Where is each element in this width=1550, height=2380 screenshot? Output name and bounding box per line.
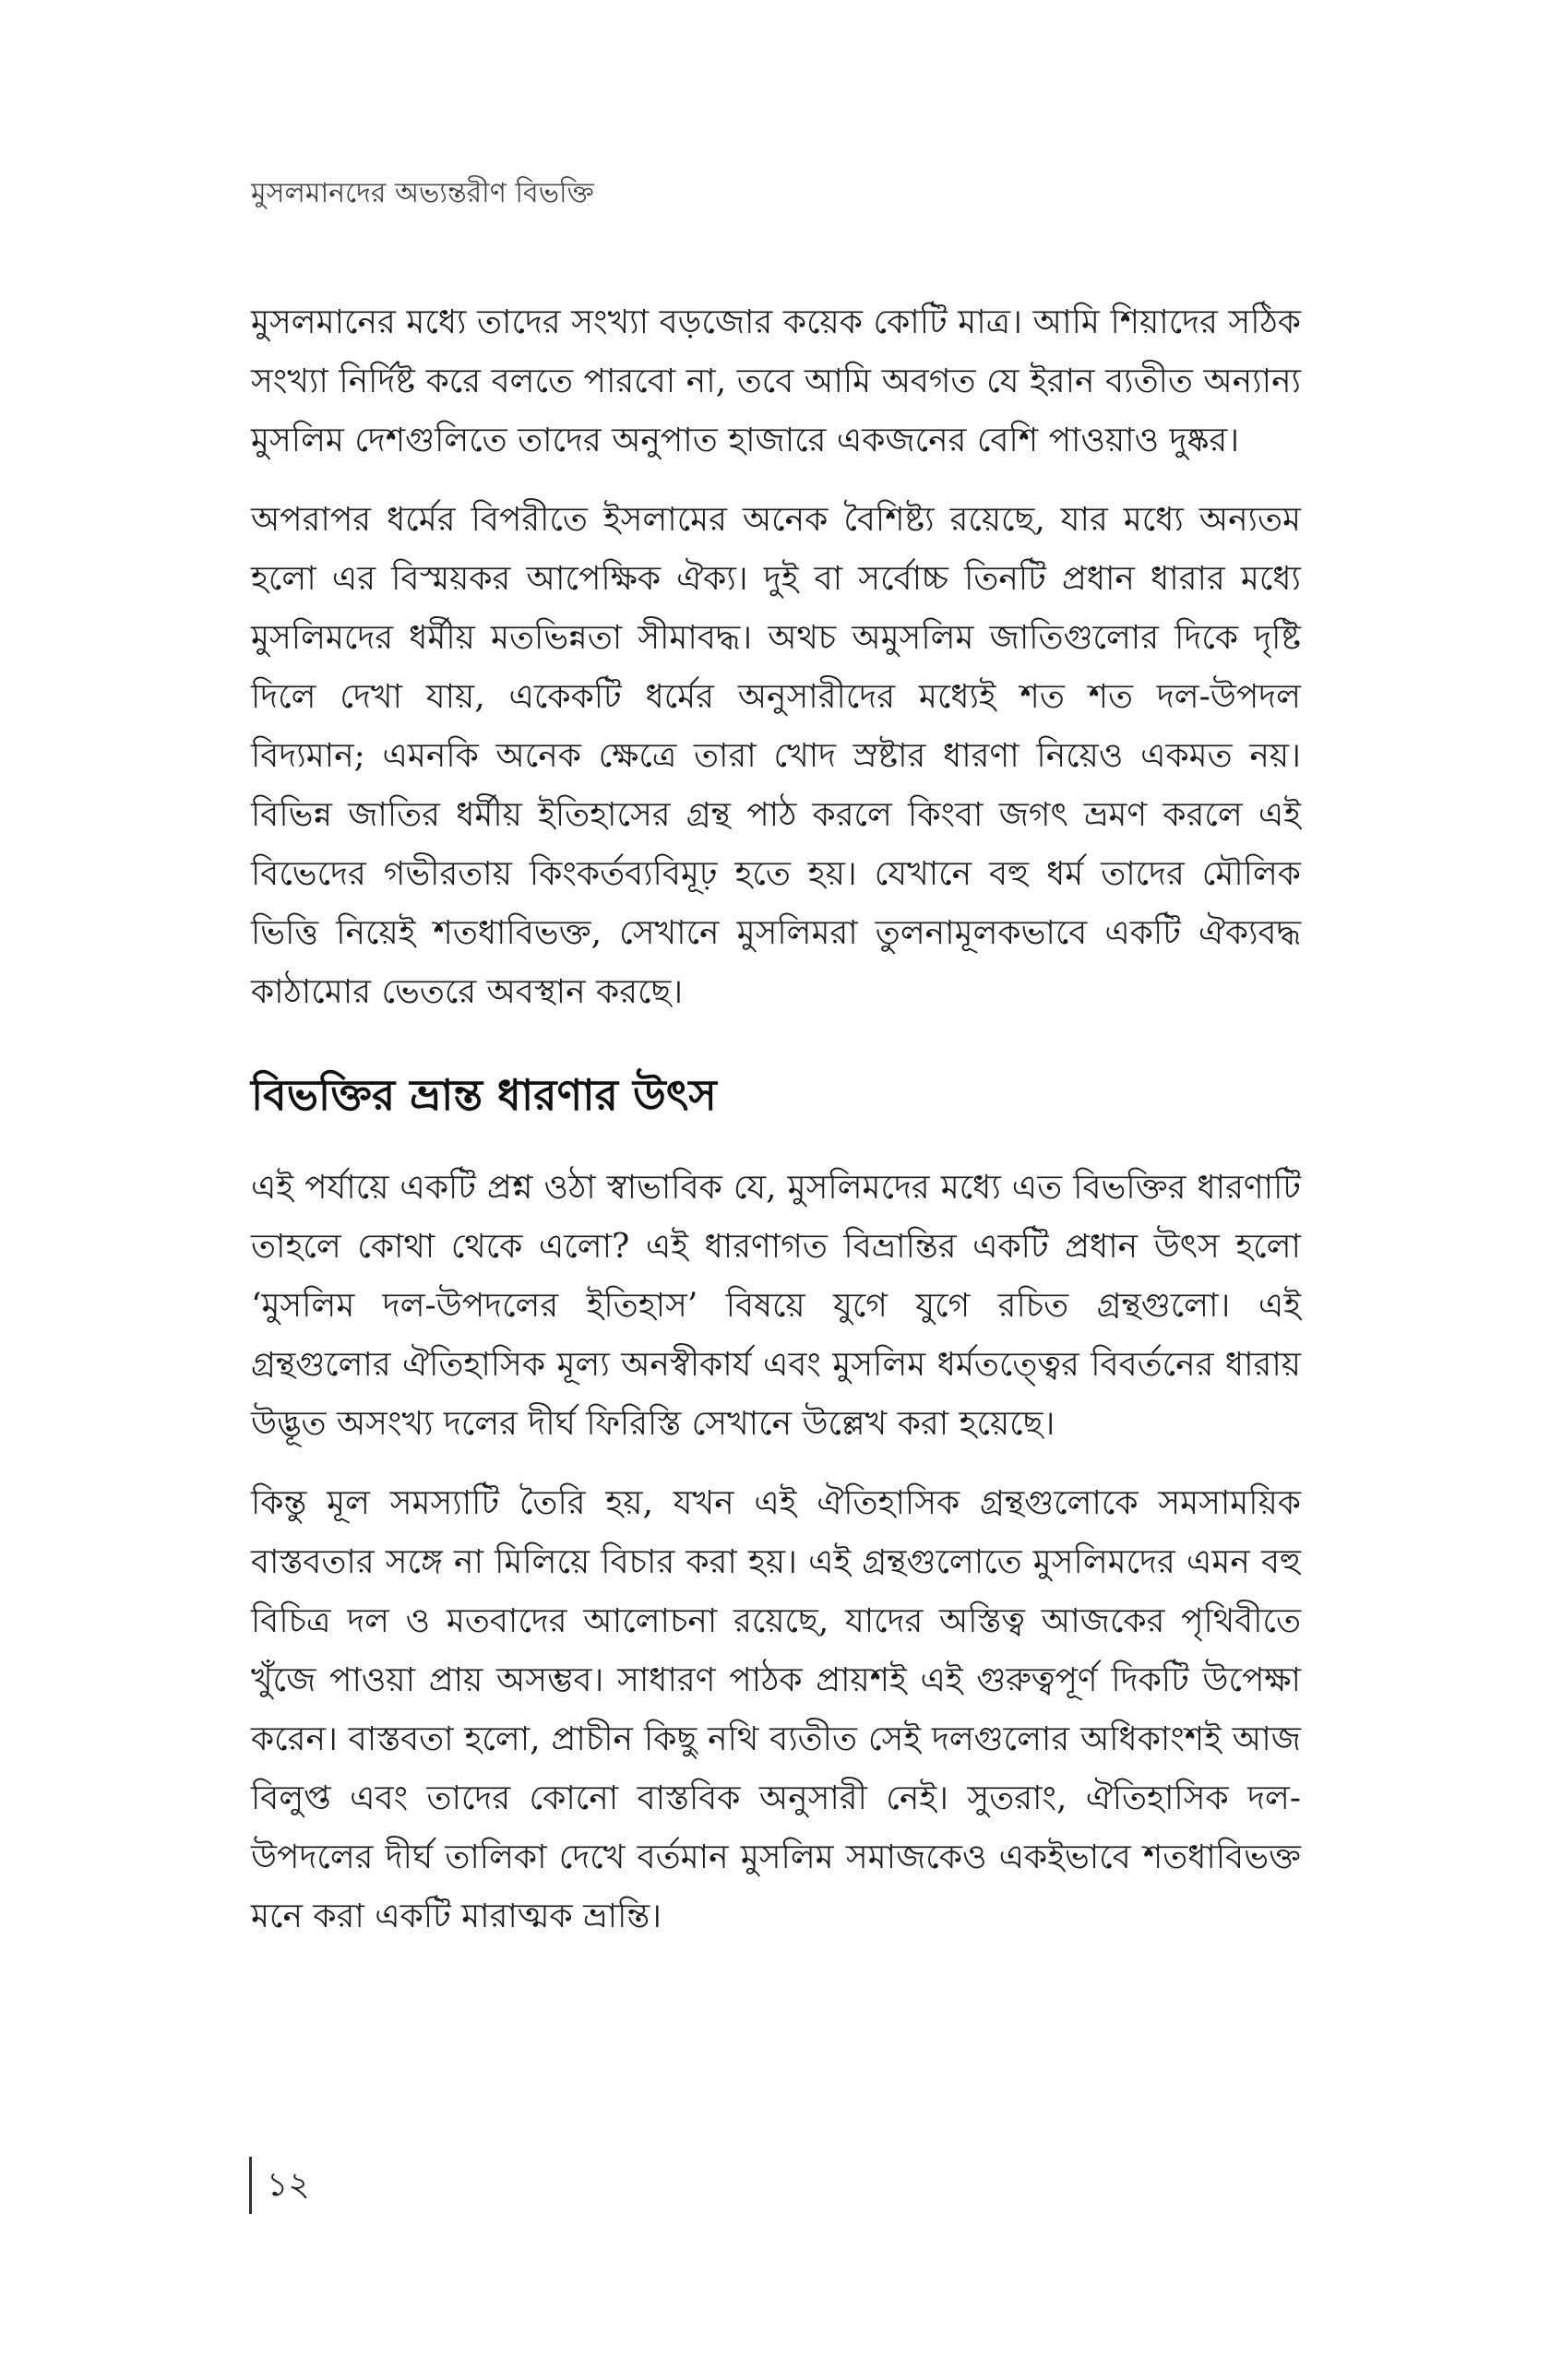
page-footer	[249, 2157, 310, 2214]
page-number: ১২	[267, 2166, 310, 2204]
page-body	[251, 293, 1301, 1967]
paragraph-2: অপরাপর ধর্মের বিপরীতে ইসলামের অনেক বৈশিষ্ট্য রয়েছে, যার মধ্যে অন্যতম হলো এর বিস্ময়কর আপেক্ষিক ঐক্য। দুই বা সর্বোচ্চ তিনটি প্রধান ধারার মধ্যে মুসলিমদের ধর্মীয় মতভিন্নতা সীমাবদ্ধ। অথচ অমুসলিম জাতিগুলোর দিকে দৃষ্টি দিলে দেখা যায়, একেকটি ধর্মের অনুসারীদের মধ্যেই শত শত দল-উপদল বিদ্যমান; এমনকি অনেক ক্ষেত্রে তারা খোদ স্রষ্টার ধারণা নিয়েও একমত নয়। বিভিন্ন জাতির ধর্মীয় ইতিহাসের গ্রন্থ পাঠ করলে কিংবা জগৎ ভ্রমণ করলে এই বিভেদের গভীরতায় কিংকর্তব্যবিমূঢ় হতে হয়। যেখানে বহু ধর্ম তাদের মৌলিক ভিত্তি নিয়েই শতধাবিভক্ত, সেখানে মুসলিমরা তুলনামূলকভাবে একটি ঐক্যবদ্ধ কাঠামোর ভেতরে অবস্থান করছে।	[251, 501, 1301, 1011]
paragraph-3: এই পর্যায়ে একটি প্রশ্ন ওঠা স্বাভাবিক যে, মুসলিমদের মধ্যে এত বিভক্তির ধারণাটি তাহলে কোথা থেকে এলো? এই ধারণাগত বিভ্রান্তির একটি প্রধান উৎস হলো ‘মুসলিম দল-উপদলের ইতিহাস’ বিষয়ে যুগে যুগে রচিত গ্রন্থগুলো। এই গ্রন্থগুলোর ঐতিহাসিক মূল্য অনস্বীকার্য এবং মুসলিম ধর্মতত্ত্বের বিবর্তনের ধারায় উদ্ভূত অসংখ্য দলের দীর্ঘ ফিরিস্তি সেখানে উল্লেখ করা হয়েছে।	[251, 1168, 1301, 1443]
section-heading: বিভক্তির ভ্রান্ত ধারণার উৎস	[251, 1070, 717, 1120]
running-header: মুসলমানদের অভ্যন্তরীণ বিভক্তি	[251, 177, 594, 209]
paragraph-4: কিন্তু মূল সমস্যাটি তৈরি হয়, যখন এই ঐতিহাসিক গ্রন্থগুলোকে সমসাময়িক বাস্তবতার সঙ্গে না মিলিয়ে বিচার করা হয়। এই গ্রন্থগুলোতে মুসলিমদের এমন বহু বিচিত্র দল ও মতবাদের আলোচনা রয়েছে, যাদের অস্তিত্ব আজকের পৃথিবীতে খুঁজে পাওয়া প্রায় অসম্ভব। সাধারণ পাঠক প্রায়শই এই গুরুত্বপূর্ণ দিকটি উপেক্ষা করেন। বাস্তবতা হলো, প্রাচীন কিছু নথি ব্যতীত সেই দলগুলোর অধিকাংশই আজ বিলুপ্ত এবং তাদের কোনো বাস্তবিক অনুসারী নেই। সুতরাং, ঐতিহাসিক দল-উপদলের দীর্ঘ তালিকা দেখে বর্তমান মুসলিম সমাজকেও একইভাবে শতধাবিভক্ত মনে করা একটি মারাত্মক ভ্রান্তি।	[251, 1483, 1301, 1935]
paragraph-1: মুসলমানের মধ্যে তাদের সংখ্যা বড়জোর কয়েক কোটি মাত্র। আমি শিয়াদের সঠিক সংখ্যা নির্দিষ্ট করে বলতে পারবো না, তবে আমি অবগত যে ইরান ব্যতীত অন্যান্য মুসলিম দেশগুলিতে তাদের অনুপাত হাজারে একজনের বেশি পাওয়াও দুষ্কর।	[251, 303, 1301, 459]
folio-rule	[249, 2157, 252, 2214]
